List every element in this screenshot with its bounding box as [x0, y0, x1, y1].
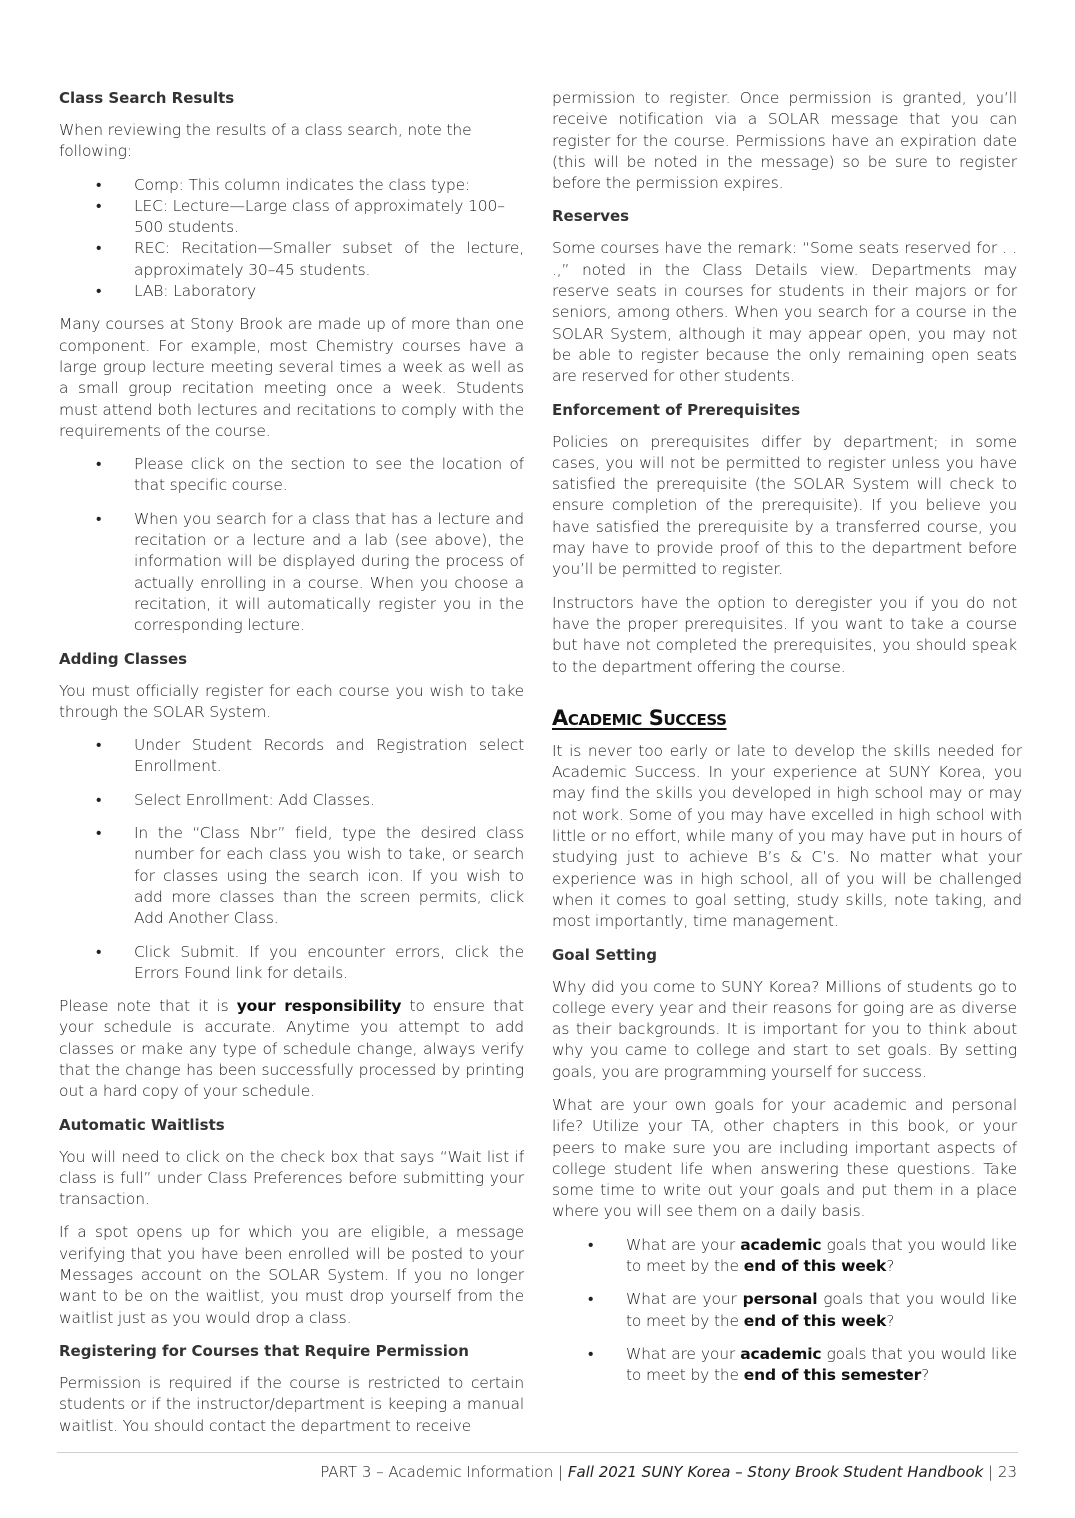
permission-paragraph: Permission is required if the course is restricted to certain students or if the instructor/department is keeping a manual waitlist. You should contact the department to receive	[59, 1373, 524, 1435]
adding-steps-list	[59, 735, 524, 984]
class-search-heading: Class Search Results	[59, 89, 235, 107]
responsibility-note: Please note that it is your responsibility to ensure that your schedule is accurate. Anytime you attempt to add classes or make any type of schedule change, always verify that the change has been successfully processed by printing out a hard copy of your schedule.	[59, 997, 524, 1101]
waitlists-paragraph-2: If a spot opens up for which you are eligible, a message verifying that you have been enrolled will be posted to your Messages account on the SOLAR System. If you no longer want to be on the waitlist, you must drop yourself from the waitlist just as you would drop a class.	[59, 1223, 524, 1327]
bullet-icon: •	[96, 736, 102, 755]
academic-success-heading: Academic Success	[552, 705, 727, 730]
bullet-icon: •	[588, 1290, 594, 1309]
bullet-icon: •	[96, 790, 102, 809]
list-item: • Please click on the section to see the location of that specific course.	[96, 455, 524, 495]
goal-setting-paragraph-1: Why did you come to SUNY Korea? Millions of students go to college every year and their reasons for going are as diverse as their backgrounds. It is important for you to think about why you came to college and start to set goals. By setting goals, you are programming yourself for success.	[552, 977, 1017, 1081]
list-item: • In the “Class Nbr” field, type the desired class number for each class you wish to take, or search for classes using the search icon. If you wish to add more classes than the screen permits, click Add Another Class.	[96, 824, 524, 928]
bullet-icon: •	[96, 509, 102, 528]
prereq-paragraph-1: Policies on prerequisites differ by department; in some cases, you will not be permitted to register unless you have satisfied the prerequisite (the SOLAR System will check to ensure completion of the prerequisite). If you believe you have satisfied the prerequisite by a transferred course, you may have to provide proof of this to the department before you’ll be permitted to register.	[552, 432, 1017, 579]
footer-separator: |	[553, 1463, 568, 1481]
goal-setting-heading: Goal Setting	[552, 945, 657, 964]
list-item: • Comp: This column indicates the class type:	[134, 175, 524, 196]
prereq-heading: Enforcement of Prerequisites	[552, 400, 801, 419]
goal-questions-list	[552, 1235, 1017, 1387]
bullet-icon: •	[588, 1344, 594, 1363]
page-number: 23	[997, 1463, 1017, 1481]
bullet-icon: •	[96, 196, 102, 215]
waitlists-heading: Automatic Waitlists	[59, 1115, 225, 1134]
list-item: • What are your academic goals that you would like to meet by the end of this semester?	[588, 1344, 1018, 1385]
footer-title: Fall 2021 SUNY Korea – Stony Brook Student Handbook	[567, 1463, 984, 1481]
class-type-list	[59, 175, 524, 303]
adding-classes-intro: You must officially register for each course you wish to take through the SOLAR System.	[59, 681, 524, 721]
reserves-heading: Reserves	[552, 207, 630, 226]
footer-part: PART 3 – Academic Information	[320, 1463, 554, 1481]
waitlists-paragraph-1: You will need to click on the check box that says “Wait list if class is full” under Class Preferences before submitting your transaction.	[59, 1147, 524, 1209]
list-item: • Under Student Records and Registration select Enrollment.	[96, 736, 524, 776]
prereq-paragraph-2: Instructors have the option to deregister you if you do not have the proper prerequisites. If you want to take a course but have not completed the prerequisites, you should speak to the department offering the course.	[552, 593, 1017, 676]
footer-separator: |	[983, 1463, 998, 1481]
list-item: • When you search for a class that has a lecture and recitation or a lecture and a lab (see above), the information will be displayed during the process of actually enrolling in a course. When you choose a recitation, it will automatically register you in the corresponding lecture.	[96, 509, 524, 635]
right-column	[552, 88, 1022, 1399]
list-item: • Click Submit. If you encounter errors, click the Errors Found link for details.	[96, 942, 524, 982]
bullet-icon: •	[96, 455, 102, 474]
bullet-icon: •	[96, 282, 102, 301]
list-item: • What are your academic goals that you would like to meet by the end of this week?	[588, 1235, 1018, 1276]
academic-success-paragraph: It is never too early or late to develop the skills needed for Academic Success. In your experience at SUNY Korea, you may find the skills you developed in high school may or may not work. Some of you may have excelled in high school with little or no effort, while many of you may have put in hours of studying just to achieve B’s & C’s. No matter what your experience was in high school, all of you will be challenged when it comes to goal setting, study skills, note taking, and most importantly, time management.	[552, 741, 1022, 931]
list-item: • LAB: Laboratory	[134, 281, 524, 302]
permission-heading: Registering for Courses that Require Permission	[59, 1341, 469, 1360]
permission-continued: permission to register. Once permission is granted, you’ll receive notification via a SOLAR message that you can register for the course. Permissions have an expiration date (this will be noted in the message) so be sure to register before the permission expires.	[552, 89, 1017, 193]
list-item: • LEC: Lecture—Large class of approximately 100–500 students.	[96, 196, 505, 237]
bullet-icon: •	[96, 824, 102, 843]
class-search-intro: When reviewing the results of a class search, note the following:	[59, 121, 472, 161]
footer-divider	[57, 1452, 1018, 1453]
list-item: • What are your personal goals that you would like to meet by the end of this week?	[588, 1290, 1017, 1330]
bullet-icon: •	[96, 175, 102, 194]
list-item: • REC: Recitation—Smaller subset of the lecture, approximately 30–45 students.	[96, 239, 524, 279]
adding-classes-heading: Adding Classes	[59, 649, 188, 668]
section-tips-list	[59, 454, 524, 636]
bullet-icon: •	[96, 239, 102, 258]
components-paragraph: Many courses at Stony Brook are made up of more than one component. For example, most Chemistry courses have a large group lecture meeting several times a week as well as a small group recitation meeting once a week. Students must attend both lectures and recitations to comply with the requirements of the course.	[59, 315, 524, 440]
bullet-icon: •	[588, 1235, 594, 1254]
bullet-icon: •	[96, 942, 102, 961]
reserves-paragraph: Some courses have the remark: “Some seats reserved for . . .,” noted in the Class Details view. Departments may reserve seats in courses for students in their majors or for seniors, among others. When you search for a course in the SOLAR System, although it may appear open, you may not be able to register because the only remaining open seats are reserved for other students.	[552, 239, 1017, 386]
page-footer	[320, 1462, 1017, 1482]
left-column	[59, 88, 524, 1449]
list-item: • Select Enrollment: Add Classes.	[134, 790, 524, 811]
goal-setting-paragraph-2: What are your own goals for your academic and personal life? Utilize your TA, other chapters in this book, or your peers to make sure you are including important aspects of college student life when answering these questions. Take some time to write out your goals and put them in a place where you will see them on a daily basis.	[552, 1095, 1017, 1221]
